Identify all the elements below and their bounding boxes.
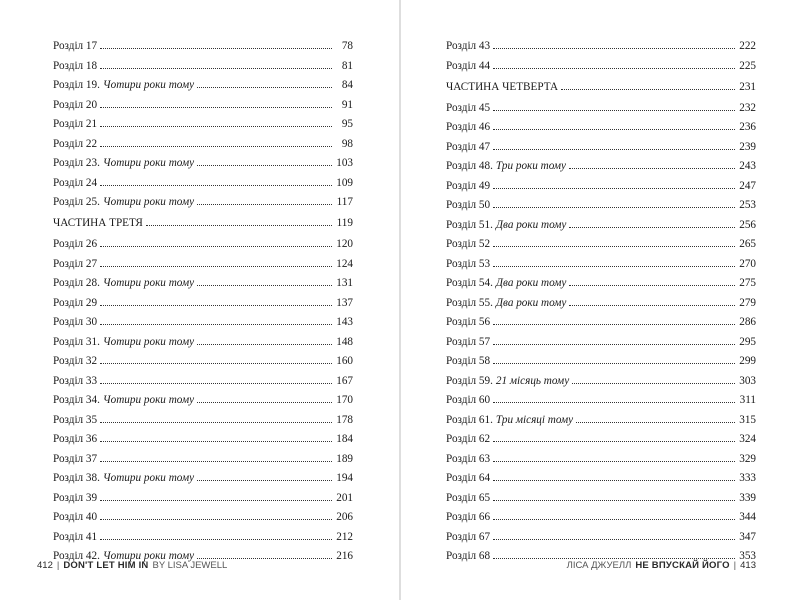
toc-entry-page-number: 299 xyxy=(739,355,756,367)
toc-entry-page-number: 286 xyxy=(739,316,756,328)
toc-entry-page-number: 295 xyxy=(739,335,756,348)
dot-leader xyxy=(493,344,735,345)
dot-leader xyxy=(100,519,332,520)
toc-entry xyxy=(53,391,357,411)
dot-leader xyxy=(569,305,735,306)
toc-entry-subtitle: Чотири роки тому xyxy=(102,550,195,562)
toc-entry-subtitle: Чотири роки тому xyxy=(102,196,195,208)
dot-leader xyxy=(197,204,332,205)
toc-entry xyxy=(53,255,357,275)
toc-entry-label: Розділ 39 xyxy=(53,491,98,504)
toc-entry xyxy=(446,274,756,294)
toc-entry xyxy=(446,411,756,431)
dot-leader xyxy=(493,207,735,208)
toc-entry-label: Розділ 50 xyxy=(446,199,491,211)
dot-leader xyxy=(493,539,735,540)
toc-entry-label: Розділ 68 xyxy=(446,550,491,562)
toc-entry xyxy=(53,235,357,255)
toc-entry-page-number: 160 xyxy=(336,355,353,367)
toc-entry xyxy=(446,177,756,197)
toc-entry-label: Розділ 67 xyxy=(446,530,491,543)
toc-entry xyxy=(53,115,357,135)
toc-part-heading xyxy=(53,214,357,234)
dot-leader xyxy=(493,246,735,247)
toc-entry-page-number: 184 xyxy=(336,433,353,445)
toc-entry-page-number: 212 xyxy=(336,530,353,543)
toc-entry-page-number: 324 xyxy=(739,433,756,445)
toc-entry-label: Розділ 57 xyxy=(446,335,491,348)
toc-entry-label: Розділ 44 xyxy=(446,59,491,72)
toc-entry-subtitle: Чотири роки тому xyxy=(102,472,195,484)
page-number: 413 xyxy=(740,560,756,571)
toc-entry-page-number: 201 xyxy=(336,491,353,504)
toc-entry xyxy=(53,333,357,353)
toc-entry xyxy=(53,313,357,333)
page-number: 412 xyxy=(37,560,53,571)
toc-entry-label: Розділ 49 xyxy=(446,179,491,192)
toc-entry xyxy=(53,57,357,77)
toc-entry xyxy=(53,430,357,450)
toc-entry-page-number: 119 xyxy=(336,217,353,229)
toc-entry xyxy=(53,135,357,155)
toc-entry-subtitle: Чотири роки тому xyxy=(102,79,195,91)
toc-entry-subtitle: Два роки тому xyxy=(495,277,567,289)
dot-leader xyxy=(493,266,735,267)
toc-entry-label: Розділ 64 xyxy=(446,472,491,484)
toc-entry-page-number: 95 xyxy=(341,118,353,130)
book-author: BY LISA JEWELL xyxy=(152,560,228,571)
dot-leader xyxy=(100,185,332,186)
toc-entry-page-number: 222 xyxy=(739,40,756,52)
toc-entry xyxy=(53,489,357,509)
toc-entry-label: Розділ 41 xyxy=(53,530,98,543)
toc-entry-page-number: 206 xyxy=(336,511,353,523)
toc-entry xyxy=(446,138,756,158)
dot-leader xyxy=(100,539,332,540)
toc-entry xyxy=(53,450,357,470)
toc-entry-page-number: 231 xyxy=(739,80,756,93)
toc-entry xyxy=(53,411,357,431)
toc-entry xyxy=(446,508,756,528)
toc-entry-label: Розділ 48. xyxy=(446,160,493,172)
toc-entry-label: Розділ 34. xyxy=(53,394,100,406)
dot-leader xyxy=(197,344,332,345)
toc-entry-page-number: 256 xyxy=(739,218,756,231)
toc-entry-label: Розділ 54. xyxy=(446,277,493,289)
toc-entry-page-number: 353 xyxy=(739,550,756,562)
toc-entry xyxy=(446,37,756,57)
book-title: НЕ ВПУСКАЙ ЙОГО xyxy=(635,560,730,571)
dot-leader xyxy=(576,422,735,423)
toc-entry-page-number: 131 xyxy=(336,277,353,289)
toc-entry-subtitle: Два роки тому xyxy=(495,296,567,309)
dot-leader xyxy=(569,285,735,286)
toc-entry-page-number: 225 xyxy=(739,59,756,72)
footer-separator: | xyxy=(733,560,737,571)
toc-entry-label: Розділ 62 xyxy=(446,433,491,445)
toc-entry-page-number: 270 xyxy=(739,257,756,270)
dot-leader xyxy=(572,383,735,384)
toc-entry-page-number: 253 xyxy=(739,199,756,211)
toc-entry xyxy=(53,294,357,314)
dot-leader xyxy=(493,48,735,49)
toc-entry-subtitle: Чотири роки тому xyxy=(102,335,195,348)
toc-entry xyxy=(53,274,357,294)
dot-leader xyxy=(493,500,735,501)
toc-entry xyxy=(446,99,756,119)
toc-entry xyxy=(446,235,756,255)
toc-entry-page-number: 275 xyxy=(739,277,756,289)
toc-entry-page-number: 344 xyxy=(739,511,756,523)
toc-entry xyxy=(446,118,756,138)
dot-leader xyxy=(197,87,332,88)
toc-entry-label: Розділ 55. xyxy=(446,296,493,309)
toc-entry-label: Розділ 52 xyxy=(446,238,491,250)
toc-entry xyxy=(53,96,357,116)
toc-entry-label: Розділ 51. xyxy=(446,218,493,231)
toc-entry-label: Розділ 20 xyxy=(53,98,98,111)
dot-leader xyxy=(197,480,332,481)
toc-entry-label: Розділ 36 xyxy=(53,433,98,445)
toc-entry-label: Розділ 28. xyxy=(53,277,100,289)
dot-leader xyxy=(100,146,332,147)
dot-leader xyxy=(493,519,735,520)
dot-leader xyxy=(100,246,332,247)
toc-entry-page-number: 84 xyxy=(341,79,353,91)
toc-entry-page-number: 279 xyxy=(739,296,756,309)
toc-entry xyxy=(446,157,756,177)
toc-entry-label: Розділ 61. xyxy=(446,413,493,426)
toc-entry-page-number: 232 xyxy=(739,101,756,114)
dot-leader xyxy=(493,324,735,325)
dot-leader xyxy=(561,89,735,90)
toc-entry-label: ЧАСТИНА ТРЕТЯ xyxy=(53,217,143,229)
toc-entry-page-number: 91 xyxy=(341,98,353,111)
toc-entry-subtitle: Чотири роки тому xyxy=(102,394,195,406)
dot-leader xyxy=(100,126,332,127)
toc-entry-label: Розділ 59. xyxy=(446,374,493,387)
toc-entry-subtitle: Два роки тому xyxy=(495,218,567,231)
dot-leader xyxy=(493,441,735,442)
toc-entry-page-number: 347 xyxy=(739,530,756,543)
toc-entry xyxy=(446,333,756,353)
toc-entry-label: Розділ 46 xyxy=(446,121,491,133)
toc-entry-page-number: 311 xyxy=(739,394,756,406)
dot-leader xyxy=(493,188,735,189)
toc-entry-label: Розділ 38. xyxy=(53,472,100,484)
toc-entry-page-number: 137 xyxy=(336,296,353,309)
dot-leader xyxy=(569,227,735,228)
footer-separator: | xyxy=(56,560,60,571)
toc-entry xyxy=(446,294,756,314)
book-title: DON'T LET HIM IN xyxy=(63,560,149,571)
toc-entry xyxy=(53,508,357,528)
toc-entry-subtitle: Три роки тому xyxy=(495,160,567,172)
toc-entry xyxy=(446,469,756,489)
dot-leader xyxy=(100,305,332,306)
dot-leader xyxy=(100,68,332,69)
toc-entry-label: Розділ 29 xyxy=(53,296,98,309)
toc-entry-label: Розділ 47 xyxy=(446,140,491,153)
toc-entry xyxy=(446,528,756,548)
toc-entry-label: Розділ 27 xyxy=(53,257,98,270)
toc-entry-label: Розділ 24 xyxy=(53,176,98,189)
toc-entry xyxy=(446,313,756,333)
toc-entry xyxy=(446,255,756,275)
toc-entry-page-number: 124 xyxy=(336,257,353,270)
toc-entry xyxy=(446,216,756,236)
toc-part-heading xyxy=(446,78,756,98)
toc-entry xyxy=(446,430,756,450)
toc-entry-label: Розділ 33 xyxy=(53,374,98,387)
toc-entry-page-number: 78 xyxy=(341,40,353,52)
dot-leader xyxy=(493,461,735,462)
toc-entry-label: Розділ 35 xyxy=(53,413,98,426)
dot-leader xyxy=(493,149,735,150)
toc-entry-page-number: 329 xyxy=(739,452,756,465)
toc-entry-page-number: 236 xyxy=(739,121,756,133)
toc-entry xyxy=(446,352,756,372)
toc-entry-label: Розділ 31. xyxy=(53,335,100,348)
toc-entry xyxy=(446,391,756,411)
toc-entry-label: Розділ 63 xyxy=(446,452,491,465)
toc-entry-page-number: 333 xyxy=(739,472,756,484)
toc-entry-page-number: 315 xyxy=(739,413,756,426)
left-page xyxy=(0,0,399,600)
toc-entry-page-number: 109 xyxy=(336,176,353,189)
dot-leader xyxy=(100,441,332,442)
toc-entry-label: Розділ 37 xyxy=(53,452,98,465)
dot-leader xyxy=(569,168,735,169)
dot-leader xyxy=(100,324,332,325)
toc-entry-label: Розділ 42. xyxy=(53,550,100,562)
right-page-footer xyxy=(567,558,756,574)
table-of-contents-right xyxy=(446,37,756,567)
toc-entry xyxy=(446,450,756,470)
toc-entry-page-number: 148 xyxy=(336,335,353,348)
toc-entry-label: Розділ 43 xyxy=(446,40,491,52)
toc-entry-page-number: 170 xyxy=(336,394,353,406)
toc-entry-page-number: 189 xyxy=(336,452,353,465)
toc-entry-label: ЧАСТИНА ЧЕТВЕРТА xyxy=(446,80,559,93)
book-author: ЛІСА ДЖУЕЛЛ xyxy=(566,560,632,571)
dot-leader xyxy=(197,285,332,286)
toc-entry xyxy=(446,196,756,216)
toc-entry xyxy=(446,372,756,392)
toc-entry-label: Розділ 26 xyxy=(53,238,98,250)
right-page xyxy=(401,0,800,600)
dot-leader xyxy=(100,266,332,267)
toc-entry-label: Розділ 53 xyxy=(446,257,491,270)
toc-entry xyxy=(446,57,756,77)
toc-entry-page-number: 265 xyxy=(739,238,756,250)
toc-entry xyxy=(53,37,357,57)
toc-entry-page-number: 103 xyxy=(336,157,353,169)
toc-entry-subtitle: 21 місяць тому xyxy=(495,374,570,387)
toc-entry-page-number: 81 xyxy=(341,59,353,72)
toc-entry xyxy=(53,193,357,213)
left-page-footer xyxy=(37,558,227,574)
toc-entry-label: Розділ 22 xyxy=(53,137,98,150)
toc-entry-label: Розділ 66 xyxy=(446,511,491,523)
dot-leader xyxy=(100,107,332,108)
dot-leader xyxy=(493,363,735,364)
dot-leader xyxy=(100,363,332,364)
toc-entry-label: Розділ 25. xyxy=(53,196,100,208)
toc-entry-page-number: 243 xyxy=(739,160,756,172)
toc-entry-page-number: 120 xyxy=(336,238,353,250)
toc-entry-subtitle: Три місяці тому xyxy=(495,413,574,426)
toc-entry-label: Розділ 45 xyxy=(446,101,491,114)
toc-entry-subtitle: Чотири роки тому xyxy=(102,157,195,169)
toc-entry-label: Розділ 56 xyxy=(446,316,491,328)
toc-entry-label: Розділ 32 xyxy=(53,355,98,367)
dot-leader xyxy=(146,225,332,226)
toc-entry-page-number: 167 xyxy=(336,374,353,387)
toc-entry-page-number: 143 xyxy=(336,316,353,328)
toc-entry-page-number: 239 xyxy=(739,140,756,153)
toc-entry-page-number: 216 xyxy=(336,550,353,562)
toc-entry xyxy=(53,469,357,489)
toc-entry-label: Розділ 17 xyxy=(53,40,98,52)
toc-entry-page-number: 303 xyxy=(739,374,756,387)
dot-leader xyxy=(100,383,332,384)
dot-leader xyxy=(493,68,735,69)
dot-leader xyxy=(493,129,735,130)
table-of-contents-left xyxy=(53,37,357,567)
dot-leader xyxy=(493,110,735,111)
toc-entry-label: Розділ 65 xyxy=(446,491,491,504)
dot-leader xyxy=(493,480,735,481)
toc-entry-label: Розділ 58 xyxy=(446,355,491,367)
dot-leader xyxy=(100,422,332,423)
toc-entry-label: Розділ 21 xyxy=(53,118,98,130)
toc-entry-label: Розділ 40 xyxy=(53,511,98,523)
toc-entry-page-number: 178 xyxy=(336,413,353,426)
dot-leader xyxy=(100,48,332,49)
toc-entry xyxy=(446,489,756,509)
toc-entry-page-number: 117 xyxy=(336,196,353,208)
dot-leader xyxy=(100,461,332,462)
toc-entry-page-number: 339 xyxy=(739,491,756,504)
toc-entry-page-number: 247 xyxy=(739,179,756,192)
toc-entry xyxy=(53,372,357,392)
toc-entry xyxy=(53,528,357,548)
toc-entry-subtitle: Чотири роки тому xyxy=(102,277,195,289)
toc-entry xyxy=(53,76,357,96)
toc-entry-label: Розділ 60 xyxy=(446,394,491,406)
toc-entry-page-number: 98 xyxy=(341,137,353,150)
toc-entry-label: Розділ 18 xyxy=(53,59,98,72)
toc-entry xyxy=(53,352,357,372)
dot-leader xyxy=(493,402,735,403)
toc-entry xyxy=(53,174,357,194)
toc-entry-label: Розділ 19. xyxy=(53,79,100,91)
toc-entry-page-number: 194 xyxy=(336,472,353,484)
toc-entry xyxy=(53,154,357,174)
dot-leader xyxy=(197,402,332,403)
dot-leader xyxy=(100,500,332,501)
toc-entry-label: Розділ 30 xyxy=(53,316,98,328)
dot-leader xyxy=(197,165,332,166)
toc-entry-label: Розділ 23. xyxy=(53,157,100,169)
